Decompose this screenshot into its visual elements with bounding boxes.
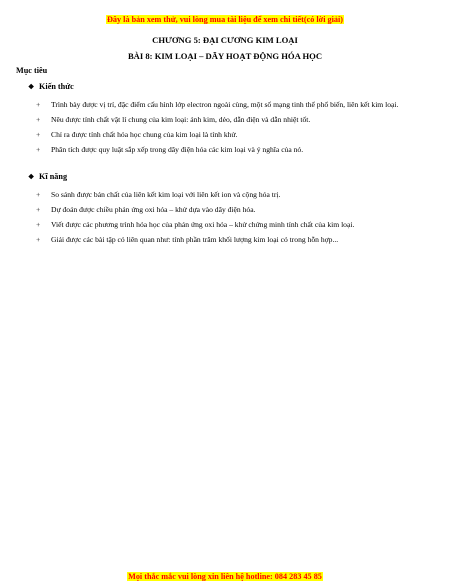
list-item bbox=[36, 127, 416, 142]
plus-bullet-icon: + bbox=[36, 205, 41, 214]
list-item-text: Giải được các bài tập có liên quan như: tính phần trăm khối lượng kim loại có trong hỗn hợp... bbox=[51, 235, 339, 244]
top-banner bbox=[0, 9, 450, 27]
list-item-text: Chỉ ra được tính chất hóa học chung của kim loại là tính khử. bbox=[51, 130, 238, 139]
list-item-text: Dự đoán được chiều phản ứng oxi hóa – khử dựa vào dãy điện hóa. bbox=[51, 205, 256, 214]
plus-bullet-icon: + bbox=[36, 130, 41, 139]
list-item-text: Nêu được tính chất vật lí chung của kim loại: ánh kim, dẻo, dẫn điện và dẫn nhiệt tốt. bbox=[51, 115, 311, 124]
knowledge-title-text: Kiến thức bbox=[39, 82, 74, 91]
list-item-text: Phân tích được quy luật sắp xếp trong dãy điện hóa các kim loại và ý nghĩa của nó. bbox=[51, 145, 304, 154]
chapter-title: CHƯƠNG 5: ĐẠI CƯƠNG KIM LOẠI bbox=[152, 35, 298, 45]
list-item-text: Trình bày được vị trí, đặc điểm cấu hình lớp electron ngoài cùng, một số mạng tinh thể phổ biến, liên kết kim loại. bbox=[51, 100, 399, 109]
plus-bullet-icon: + bbox=[36, 145, 41, 154]
diamond-bullet-icon: ❖ bbox=[28, 83, 35, 91]
list-item bbox=[36, 217, 416, 232]
list-item bbox=[36, 142, 416, 157]
list-item-text: So sánh được bản chất của liên kết kim loại với liên kết ion và cộng hóa trị. bbox=[51, 190, 281, 199]
plus-bullet-icon: + bbox=[36, 220, 41, 229]
knowledge-list bbox=[36, 97, 416, 157]
list-item bbox=[36, 97, 416, 112]
lesson-title: BÀI 8: KIM LOẠI – DÃY HOẠT ĐỘNG HÓA HỌC bbox=[127, 51, 323, 61]
bottom-banner bbox=[0, 566, 450, 584]
plus-bullet-icon: + bbox=[36, 190, 41, 199]
plus-bullet-icon: + bbox=[36, 235, 41, 244]
list-item bbox=[36, 187, 416, 202]
skills-title-text: Kĩ năng bbox=[39, 172, 68, 181]
list-item bbox=[36, 112, 416, 127]
list-item bbox=[36, 232, 416, 247]
top-banner-text: Đây là bản xem thử, vui lòng mua tài liệu để xem chi tiết(có lời giải) bbox=[107, 15, 343, 24]
list-item-text: Viết được các phương trình hóa học của phản ứng oxi hóa – khử chứng minh tính chất của kim loại. bbox=[51, 220, 355, 229]
diamond-bullet-icon: ❖ bbox=[28, 173, 35, 181]
plus-bullet-icon: + bbox=[36, 100, 41, 109]
knowledge-section-title bbox=[28, 82, 74, 91]
plus-bullet-icon: + bbox=[36, 115, 41, 124]
skills-list bbox=[36, 187, 416, 247]
skills-section-title bbox=[28, 172, 67, 181]
list-item bbox=[36, 202, 416, 217]
bottom-banner-text: Mọi thắc mắc vui lòng xin liên hệ hotline: 084 283 45 85 bbox=[128, 572, 322, 581]
objectives-label: Mục tiêu bbox=[16, 66, 48, 75]
